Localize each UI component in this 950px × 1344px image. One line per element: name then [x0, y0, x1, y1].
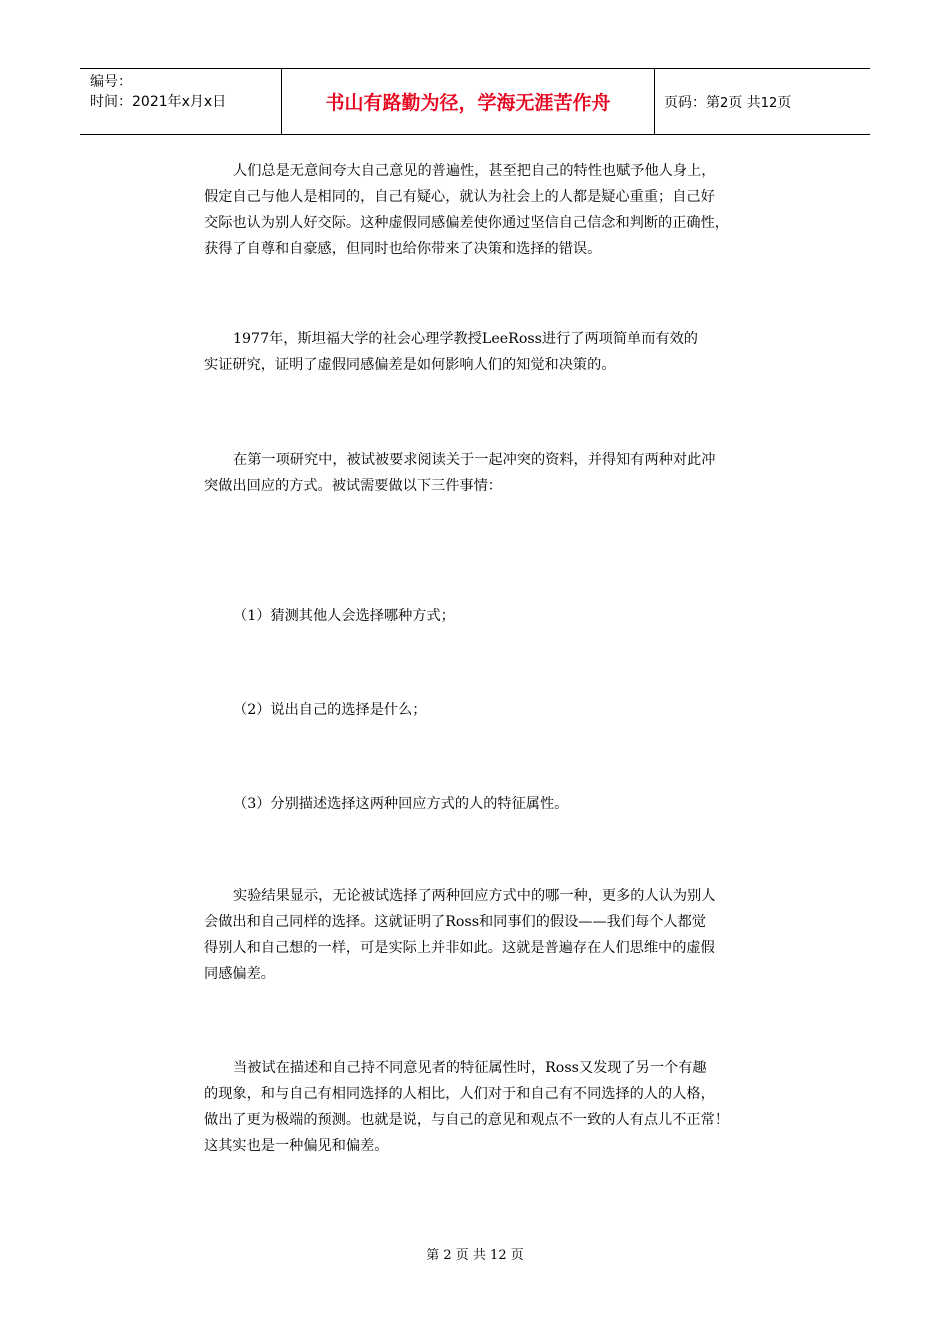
paragraph-line: 获得了自尊和自豪感，但同时也给你带来了决策和选择的错误。 [204, 241, 602, 257]
paragraph-line: 会做出和自己同样的选择。这就证明了Ross和同事们的假设——我们每个人都觉 [204, 914, 706, 930]
paragraph-line: 的现象，和与自己有相同选择的人相比，人们对于和自己有不同选择的人的人格， [204, 1086, 715, 1102]
paragraph-2 [204, 326, 816, 378]
paragraph-line: 人们总是无意间夸大自己意见的普遍性，甚至把自己的特性也赋予他人身上， [233, 163, 716, 179]
paragraph-line: 这其实也是一种偏见和偏差。 [204, 1138, 389, 1154]
page-suffix: 页 [777, 95, 792, 111]
list-item-3: （3）分别描述选择这两种回应方式的人的特征属性。 [233, 796, 569, 812]
paragraph-line: 实验结果显示，无论被试选择了两种回应方式中的哪一种，更多的人认为别人 [233, 888, 716, 904]
paragraph-line: 实证研究，证明了虚假同感偏差是如何影响人们的知觉和决策的。 [204, 357, 616, 373]
page-prefix: 页码：第 [664, 95, 720, 111]
paragraph-line: 突做出回应的方式。被试需要做以下三件事情： [204, 478, 502, 494]
number-label: 编号： [90, 74, 132, 90]
header-divider-left [281, 69, 282, 135]
paragraph-line: 在第一项研究中，被试被要求阅读关于一起冲突的资料，并得知有两种对此冲 [233, 452, 716, 468]
list-item-1: （1）猜测其他人会选择哪种方式； [233, 608, 455, 624]
page-current: 2 [720, 96, 729, 111]
header-motto: 书山有路勤为径，学海无涯苦作舟 [325, 92, 611, 114]
paragraph-1 [204, 158, 816, 262]
header-divider-right [654, 69, 655, 135]
paragraph-line: 交际也认为别人好交际。这种虚假同感偏差使你通过坚信自己信念和判断的正确性， [204, 215, 729, 231]
page-total: 12 [760, 96, 778, 111]
paragraph-4 [204, 883, 816, 987]
paragraph-line: 得别人和自己想的一样，可是实际上并非如此。这就是普遍存在人们思维中的虚假 [204, 940, 715, 956]
paragraph-line: 假定自己与他人是相同的，自己有疑心，就认为社会上的人都是疑心重重；自己好 [204, 189, 715, 205]
time-label: 时间：2021年x月x日 [90, 94, 227, 110]
document-header [80, 68, 870, 135]
list-item-2: （2）说出自己的选择是什么； [233, 702, 427, 718]
paragraph-3 [204, 447, 816, 499]
header-page-info [664, 93, 791, 114]
page-footer: 第 2 页 共 12 页 [426, 1248, 524, 1263]
paragraph-5 [204, 1055, 816, 1159]
paragraph-line: 做出了更为极端的预测。也就是说，与自己的意见和观点不一致的人有点儿不正常！ [204, 1112, 729, 1128]
paragraph-line: 当被试在描述和自己持不同意见者的特征属性时，Ross又发现了另一个有趣 [233, 1060, 707, 1076]
header-meta [90, 72, 226, 112]
paragraph-line: 1977年，斯坦福大学的社会心理学教授LeeRoss进行了两项简单而有效的 [233, 331, 698, 347]
page-middle: 页 共 [728, 95, 761, 111]
paragraph-line: 同感偏差。 [204, 966, 275, 982]
